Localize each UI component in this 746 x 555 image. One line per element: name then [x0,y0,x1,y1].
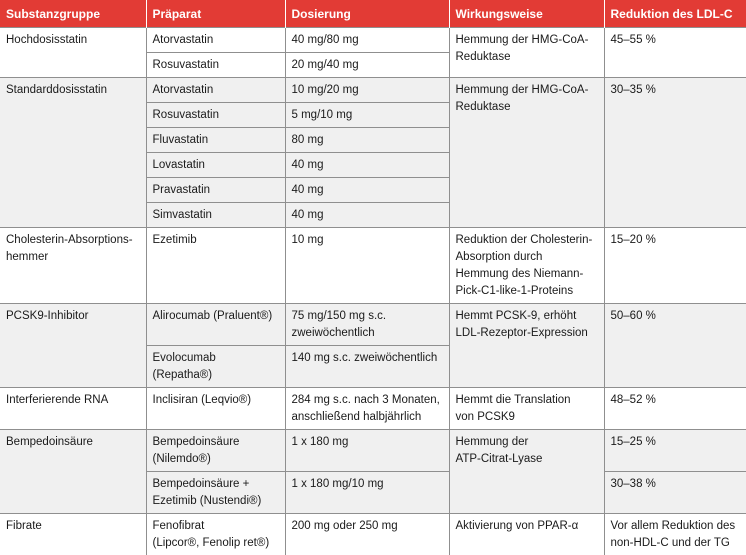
drug-cell: Evolocumab (Repatha®) [146,346,285,388]
mechanism-cell: Hemmung der HMG-CoA- Reduktase [449,28,604,78]
drug-cell: Atorvastatin [146,28,285,53]
drug-cell: Fenofibrat (Lipcor®, Fenolip ret®) [146,514,285,555]
dose-cell: 40 mg [285,153,449,178]
mechanism-cell: Hemmt PCSK-9, erhöht LDL-Rezeptor-Expression [449,304,604,388]
drug-cell: Bempedoinsäure + Ezetimib (Nustendi®) [146,472,285,514]
table-row [0,430,746,472]
drug-cell: Pravastatin [146,178,285,203]
dose-cell: 1 x 180 mg/10 mg [285,472,449,514]
dose-cell: 200 mg oder 250 mg [285,514,449,555]
drug-cell: Rosuvastatin [146,53,285,78]
reduction-cell: 30–35 % [604,78,746,228]
dose-cell: 40 mg [285,178,449,203]
reduction-cell: Vor allem Reduktion des non-HDL-C und der TG [604,514,746,555]
table-row [0,228,746,304]
dose-cell: 140 mg s.c. zweiwöchentlich [285,346,449,388]
dose-cell: 40 mg [285,203,449,228]
table-row [0,28,746,53]
table-header-row [0,0,746,28]
reduction-cell: 15–25 % [604,430,746,472]
header-reduktion-ldl-c: Reduktion des LDL-C [604,0,746,28]
dose-cell: 5 mg/10 mg [285,103,449,128]
drug-cell: Bempedoinsäure (Nilemdo®) [146,430,285,472]
header-substanzgruppe: Substanzgruppe [0,0,146,28]
drug-cell: Rosuvastatin [146,103,285,128]
group-name: Bempedoinsäure [0,430,146,514]
header-wirkungsweise: Wirkungsweise [449,0,604,28]
drug-cell: Lovastatin [146,153,285,178]
reduction-cell: 45–55 % [604,28,746,78]
header-praeparat: Präparat [146,0,285,28]
dose-cell: 20 mg/40 mg [285,53,449,78]
dose-cell: 75 mg/150 mg s.c. zweiwöchentlich [285,304,449,346]
table-row [0,514,746,555]
drug-cell: Alirocumab (Praluent®) [146,304,285,346]
reduction-cell: 15–20 % [604,228,746,304]
mechanism-cell: Hemmung der HMG-CoA- Reduktase [449,78,604,228]
mechanism-cell: Reduktion der Cholesterin- Absorption durch Hemmung des Niemann- Pick-C1-like-1-Proteins [449,228,604,304]
mechanism-cell: Hemmung der ATP-Citrat-Lyase [449,430,604,514]
dose-cell: 40 mg/80 mg [285,28,449,53]
drug-cell: Inclisiran (Leqvio®) [146,388,285,430]
group-name: Interferierende RNA [0,388,146,430]
group-name: PCSK9-Inhibitor [0,304,146,388]
reduction-cell: 50–60 % [604,304,746,388]
reduction-cell: 30–38 % [604,472,746,514]
header-dosierung: Dosierung [285,0,449,28]
group-name: Cholesterin-Absorptions- hemmer [0,228,146,304]
table-row [0,304,746,346]
dose-cell: 10 mg/20 mg [285,78,449,103]
group-name: Fibrate [0,514,146,555]
drug-cell: Fluvastatin [146,128,285,153]
drug-cell: Ezetimib [146,228,285,304]
drug-cell: Simvastatin [146,203,285,228]
reduction-cell: 48–52 % [604,388,746,430]
table-row [0,78,746,103]
dose-cell: 284 mg s.c. nach 3 Monaten, anschließend halbjährlich [285,388,449,430]
dose-cell: 10 mg [285,228,449,304]
group-name: Standarddosisstatin [0,78,146,228]
dose-cell: 1 x 180 mg [285,430,449,472]
group-name: Hochdosisstatin [0,28,146,78]
table-row [0,388,746,430]
dose-cell: 80 mg [285,128,449,153]
mechanism-cell: Hemmt die Translation von PCSK9 [449,388,604,430]
mechanism-cell: Aktivierung von PPAR-α [449,514,604,555]
drug-cell: Atorvastatin [146,78,285,103]
